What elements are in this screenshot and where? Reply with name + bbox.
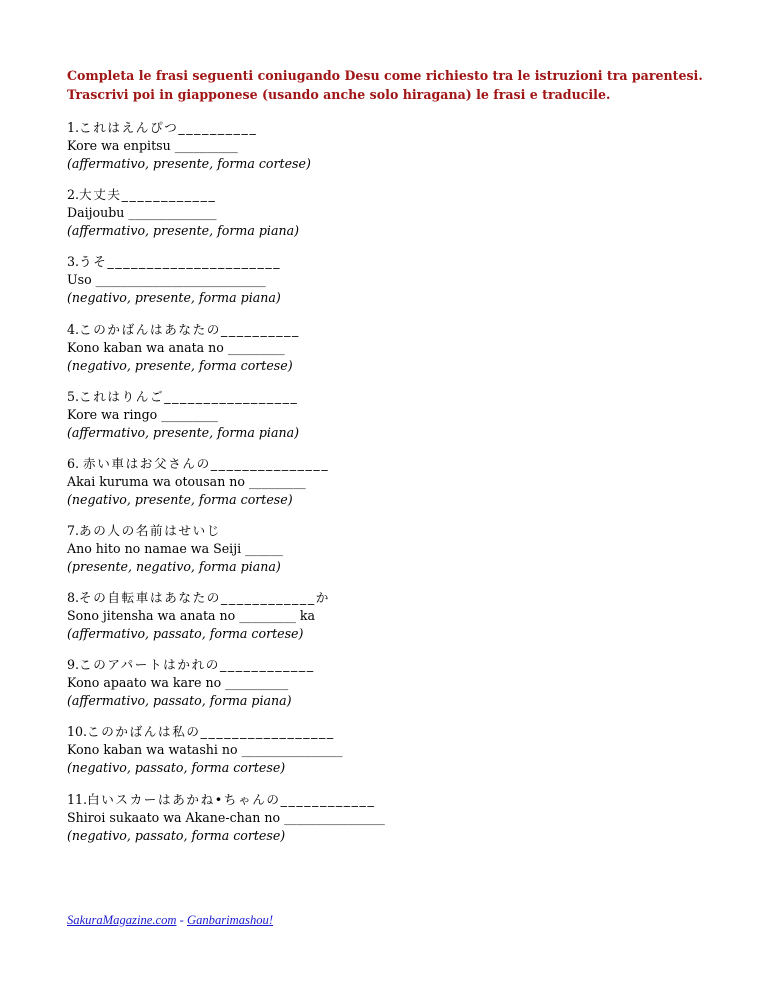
exercise-number: 8. xyxy=(67,590,80,605)
exercise-number: 2. xyxy=(67,187,80,202)
instructions-line-1: Completa le frasi seguenti coniugando Desu come richiesto tra le istruzioni tra parentesi. xyxy=(67,68,703,83)
exercise-1 xyxy=(67,119,707,173)
exercise-instruction: (affermativo, presente, forma piana) xyxy=(67,223,299,238)
exercise-instruction: (negativo, presente, forma piana) xyxy=(67,290,281,305)
slogan-link[interactable]: Ganbarimashou! xyxy=(186,913,274,927)
exercise-japanese: これはえんぴつ__________ xyxy=(79,120,258,135)
exercise-japanese: うそ______________________ xyxy=(79,254,282,269)
exercise-romaji: Akai kuruma wa otousan no _________ xyxy=(67,474,306,489)
site-link[interactable]: SakuraMagazine.com xyxy=(67,913,177,927)
exercise-instruction: (affermativo, passato, forma piana) xyxy=(67,693,292,708)
exercise-number: 10. xyxy=(67,724,88,739)
exercise-japanese: 白いスカーはあかね•ちゃんの____________ xyxy=(87,792,376,807)
exercise-4 xyxy=(67,321,707,375)
exercise-instruction: (negativo, presente, forma cortese) xyxy=(67,358,293,373)
exercise-japanese: これはりんご_________________ xyxy=(79,389,299,404)
exercise-romaji: Daijoubu ______________ xyxy=(67,205,217,220)
exercise-number: 7. xyxy=(67,523,80,538)
footer-separator: - xyxy=(176,913,187,927)
exercise-instruction: (affermativo, presente, forma cortese) xyxy=(67,156,311,171)
exercise-japanese: このかばんは私の_________________ xyxy=(87,724,335,739)
exercise-9 xyxy=(67,656,707,710)
exercise-romaji: Shiroi sukaato wa Akane-chan no ________________ xyxy=(67,810,385,825)
exercise-instruction: (affermativo, presente, forma piana) xyxy=(67,425,299,440)
exercise-number: 3. xyxy=(67,254,80,269)
exercise-3 xyxy=(67,253,707,307)
instructions-line-2: Trascrivi poi in giapponese (usando anche solo hiragana) le frasi e traducile. xyxy=(67,87,611,102)
exercise-japanese: このアパートはかれの____________ xyxy=(79,657,315,672)
exercise-instruction: (presente, negativo, forma piana) xyxy=(67,559,281,574)
exercise-number: 9. xyxy=(67,657,80,672)
exercise-instruction: (affermativo, passato, forma cortese) xyxy=(67,626,304,641)
exercise-japanese: 大丈夫____________ xyxy=(79,187,217,202)
exercise-number: 11. xyxy=(67,792,88,807)
instructions xyxy=(67,66,727,104)
exercise-romaji: Kono kaban wa anata no _________ xyxy=(67,340,285,355)
exercise-number: 4. xyxy=(67,322,80,337)
exercise-10 xyxy=(67,723,707,777)
exercise-number: 5. xyxy=(67,389,80,404)
exercise-6 xyxy=(67,455,707,509)
footer xyxy=(67,913,273,928)
exercise-5 xyxy=(67,388,707,442)
exercise-instruction: (negativo, passato, forma cortese) xyxy=(67,828,286,843)
exercise-romaji: Ano hito no namae wa Seiji ______ xyxy=(67,541,283,556)
exercise-romaji: Kono kaban wa watashi no ________________ xyxy=(67,742,343,757)
exercise-romaji: Kore wa enpitsu __________ xyxy=(67,138,238,153)
exercise-8 xyxy=(67,589,707,643)
exercise-number: 6. xyxy=(67,456,84,471)
exercise-japanese: あの人の名前はせいじ xyxy=(79,523,221,538)
exercise-instruction: (negativo, passato, forma cortese) xyxy=(67,760,286,775)
exercise-11 xyxy=(67,791,707,845)
exercise-2 xyxy=(67,186,707,240)
exercise-number: 1. xyxy=(67,120,80,135)
exercise-instruction: (negativo, presente, forma cortese) xyxy=(67,492,293,507)
exercise-7 xyxy=(67,522,707,576)
exercise-japanese: その自転車はあなたの____________か xyxy=(79,590,330,605)
exercise-romaji: Kore wa ringo _________ xyxy=(67,407,218,422)
exercise-romaji: Kono apaato wa kare no __________ xyxy=(67,675,289,690)
exercise-romaji: Sono jitensha wa anata no _________ ka xyxy=(67,608,316,623)
exercise-romaji: Uso ___________________________ xyxy=(67,272,266,287)
exercise-japanese: このかばんはあなたの__________ xyxy=(79,322,300,337)
exercise-japanese: 赤い車はお父さんの_______________ xyxy=(83,456,330,471)
